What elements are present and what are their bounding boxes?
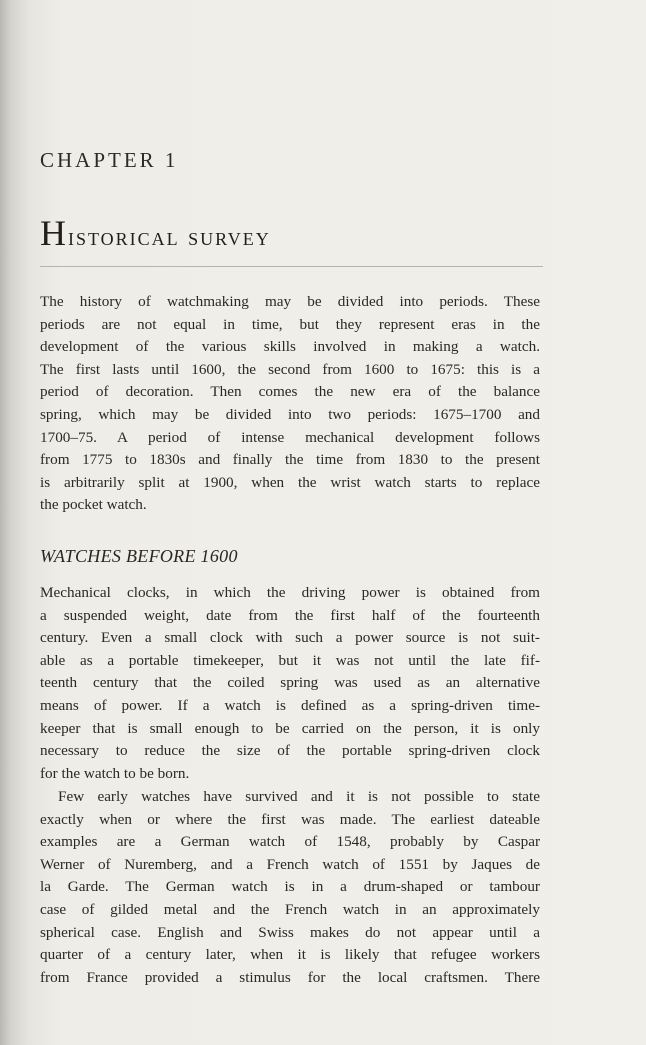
paragraph-line: spherical case. English and Swiss makes do not appear until a: [40, 923, 540, 941]
paragraph-line: Few early watches have survived and it is not possible to state: [58, 788, 540, 805]
intro-line: the pocket watch.: [40, 496, 147, 514]
chapter-label: CHAPTER 1: [40, 148, 179, 172]
intro-line: 1700–75. A period of intense mechanical development follows: [40, 428, 540, 446]
intro-line: period of decoration. Then comes the new era of the balance: [40, 383, 540, 401]
paragraph-line: Werner of Nuremberg, and a French watch of 1551 by Jaques de: [40, 855, 540, 873]
paragraph-line: able as a portable timekeeper, but it was not until the late fif-: [40, 651, 540, 669]
paragraph-line: means of power. If a watch is defined as a spring-driven time-: [40, 696, 540, 714]
title-rule: [40, 266, 543, 267]
intro-line: development of the various skills involved in making a watch.: [40, 338, 540, 356]
paragraph-line: exactly when or where the first was made. The earliest dateable: [40, 810, 540, 828]
chapter-title-initial: H: [40, 213, 68, 253]
section-paragraph-1: [40, 582, 540, 785]
paragraph-line: for the watch to be born.: [40, 764, 190, 782]
paragraph-line: necessary to reduce the size of the portable spring-driven clock: [40, 742, 540, 760]
paragraph-line: century. Even a small clock with such a power source is not suit-: [40, 629, 540, 647]
paragraph-line: from France provided a stimulus for the local craftsmen. There: [40, 968, 540, 986]
intro-line: spring, which may be divided into two periods: 1675–1700 and: [40, 405, 540, 423]
intro-paragraph: [40, 291, 540, 517]
chapter-title: [40, 212, 271, 254]
section-heading: WATCHES BEFORE 1600: [40, 546, 238, 566]
paragraph-line: keeper that is small enough to be carried on the person, it is only: [40, 719, 540, 737]
paragraph-line: case of gilded metal and the French watch in an approximately: [40, 900, 540, 918]
intro-line: The history of watchmaking may be divided into periods. These: [40, 293, 540, 310]
chapter-title-rest: istorical survey: [68, 222, 271, 251]
paragraph-line: examples are a German watch of 1548, probably by Caspar: [40, 833, 540, 851]
intro-line: The first lasts until 1600, the second from 1600 to 1675: this is a: [40, 360, 540, 378]
intro-line: from 1775 to 1830s and finally the time from 1830 to the present: [40, 451, 540, 469]
paragraph-line: Mechanical clocks, in which the driving power is obtained from: [40, 584, 540, 601]
paragraph-line: a suspended weight, date from the first half of the fourteenth: [40, 606, 540, 624]
paragraph-line: quarter of a century later, when it is likely that refugee workers: [40, 946, 540, 964]
section-paragraph-2: [40, 786, 540, 989]
intro-line: is arbitrarily split at 1900, when the wrist watch starts to replace: [40, 473, 540, 491]
intro-line: periods are not equal in time, but they represent eras in the: [40, 315, 540, 333]
paragraph-line: teenth century that the coiled spring was used as an alternative: [40, 674, 540, 692]
paragraph-line: la Garde. The German watch is in a drum-shaped or tambour: [40, 878, 540, 896]
